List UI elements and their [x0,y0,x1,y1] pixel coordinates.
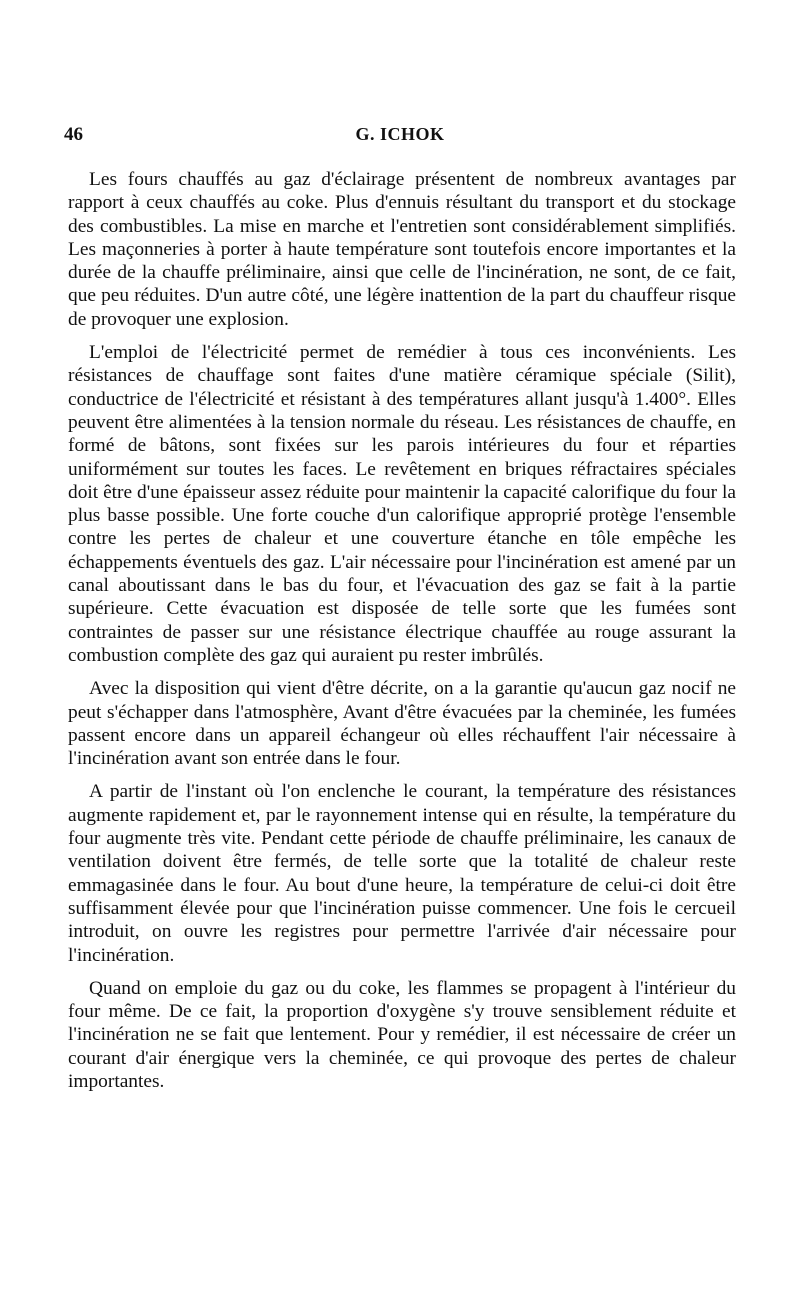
paragraph-gas-ovens: Les fours chauffés au gaz d'éclairage présentent de nombreux avantages par rapport à ceux chauffés au coke. Plus d'ennuis résultant du transport et du stockage des combustibles. La mise en marche et l'entretien sont considérablement simplifiés. Les maçonneries à porter à haute température sont toutefois encore importantes et la durée de la chauffe préliminaire, ainsi que celle de l'incinération, ne sont, de ce fait, que peu réduites. D'un autre côté, une légère inattention de la part du chauffeur risque de provoquer une explosion. [68,169,736,330]
paragraph-electric-ovens: L'emploi de l'électricité permet de remédier à tous ces inconvénients. Les résistances de chauffage sont faites d'une matière céramique spéciale (Silit), conductrice de l'électricité et résistant à des températures allant jusqu'à 1.400°. Elles peuvent être alimentées à la tension normale du réseau. Les résistances de chauffe, en formé de bâtons, sont fixées sur les parois intérieures du four et réparties uniformément sur toutes les faces. Le revêtement en briques réfractaires spéciales doit être d'une épaisseur assez réduite pour maintenir la capacité calorifique du four la plus basse possible. Une forte couche d'un calorifique approprié protège l'ensemble contre les pertes de chaleur et une couverture étanche en tôle empêche les échappements éventuels des gaz. L'air nécessaire pour l'incinération est amené par un canal aboutissant dans le bas du four, et l'évacuation des gaz se fait à la partie supérieure. Cette évacuation est disposée de telle sorte que les fumées sont contraintes de passer sur une résistance électrique chauffée au rouge assurant la combustion complète des gaz qui auraient pu rester imbrûlés. [68,342,736,666]
paragraph-flames-oxygen: Quand on emploie du gaz ou du coke, les flammes se propagent à l'intérieur du four même. De ce fait, la proportion d'oxygène s'y trouve sensiblement réduite et l'incinération ne se fait que lentement. Pour y remédier, il est nécessaire de créer un courant d'air énergique vers la cheminée, ce qui provoque des pertes de chaleur importantes. [68,977,736,1092]
page-header [64,124,736,154]
page-number: 46 [64,124,83,145]
paragraph-preheating: A partir de l'instant où l'on enclenche le courant, la température des résistances augmente rapidement et, par le rayonnement intense qui en résulte, la température du four augmente très vite. Pendant cette période de chauffe préliminaire, les canaux de ventilation doivent être fermés, de telle sorte que la totalité de chaleur reste emmagasinée dans le four. Au bout d'une heure, la température de celui-ci doit être suffisamment élevée pour que l'incinération puisse commencer. Une fois le cercueil introduit, on ouvre les registres pour permettre l'arrivée d'air nécessaire pour l'incinération. [68,781,736,966]
running-head-author: G. ICHOK [355,124,445,144]
body-text [68,168,736,1103]
paragraph-exhaust-guarantee: Avec la disposition qui vient d'être décrite, on a la garantie qu'aucun gaz nocif ne peut s'échapper dans l'atmosphère, Avant d'être évacuées par la cheminée, les fumées passent encore dans un appareil échangeur où elles réchauffent l'air nécessaire à l'incinération avant son entrée dans le four. [68,678,736,770]
